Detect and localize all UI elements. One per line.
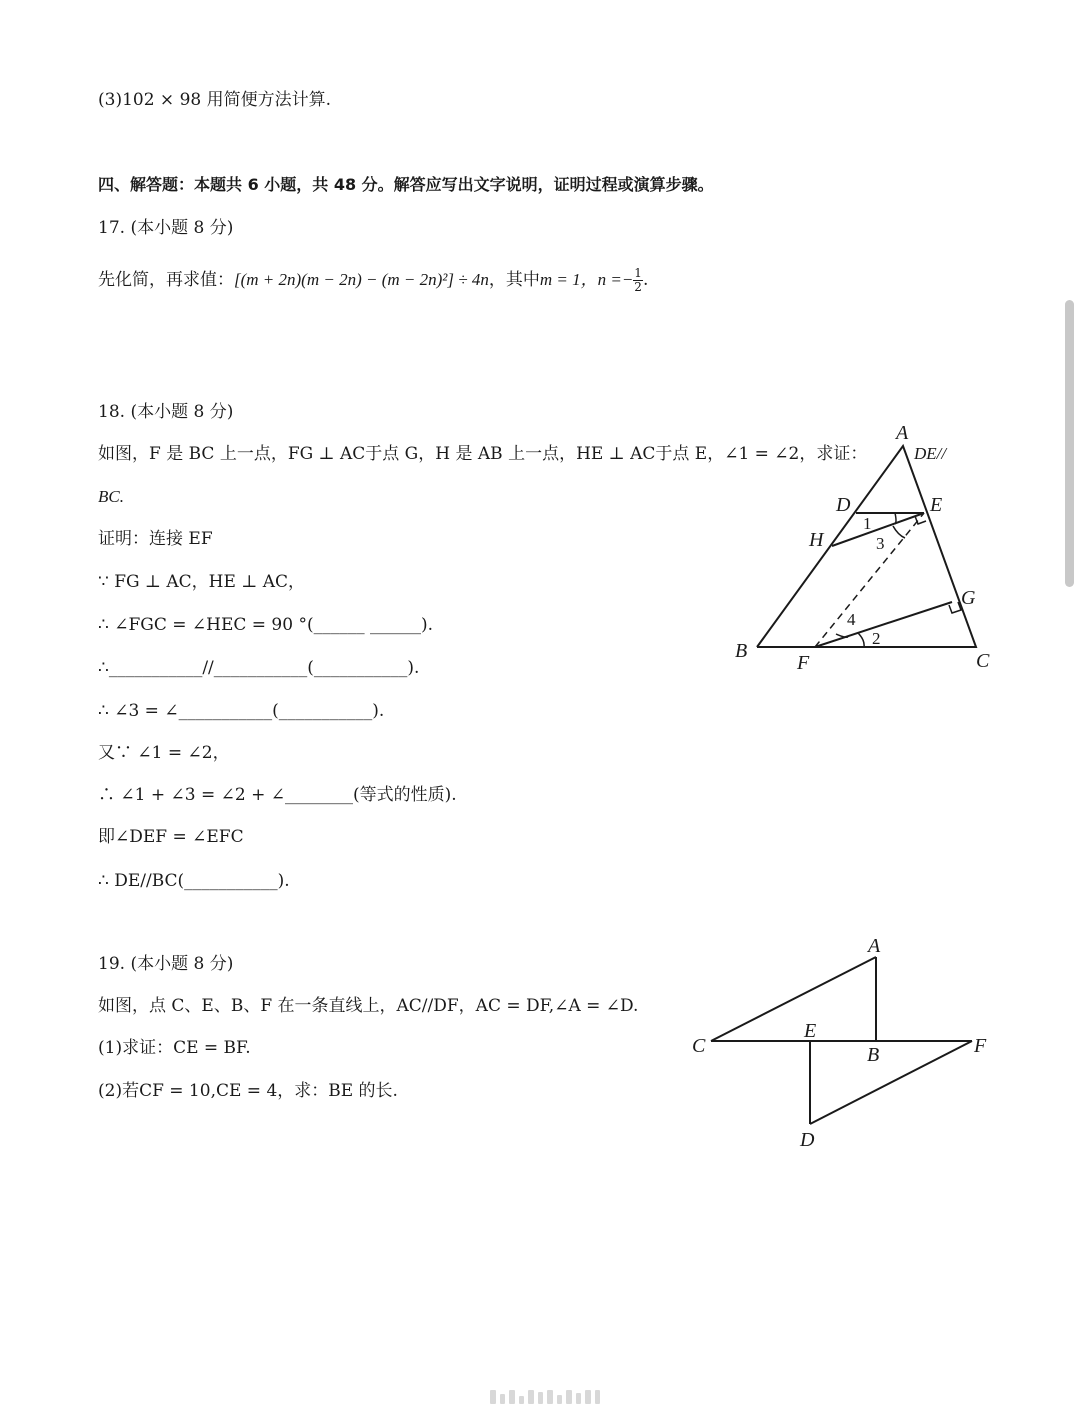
angle-label-3: 3: [876, 534, 885, 553]
segment-ac: [711, 957, 876, 1041]
q19-figure: [685, 930, 1005, 1155]
q17-header: 17. (本小题 8 分): [98, 218, 234, 238]
q17-fraction: [633, 267, 643, 294]
proof-line: ∴ DE//BC(___________).: [98, 871, 290, 891]
label-d: D: [800, 1129, 815, 1151]
q17-expression: [(m + 2n)(m − 2n) − (m − 2n)²] ÷ 4n: [234, 270, 489, 289]
label-f: F: [797, 652, 810, 674]
q19-statement: 如图，点 C、E、B、F 在一条直线上，AC//DF，AC = DF,∠A = ∠D.: [98, 996, 639, 1016]
angle-arc-1: [895, 513, 896, 524]
proof-line: 又∵ ∠1 = ∠2，: [98, 743, 230, 763]
q18-figure: [720, 415, 1020, 685]
label-g: G: [961, 587, 976, 609]
angle-label-1: 1: [863, 514, 872, 533]
q17-cond-prefix: ，其中: [488, 270, 540, 290]
label-f: F: [974, 1035, 987, 1057]
label-e: E: [930, 494, 943, 516]
label-a: A: [896, 422, 909, 444]
angle-label-4: 4: [847, 610, 856, 629]
angle-label-2: 2: [872, 629, 881, 648]
label-b: B: [867, 1044, 880, 1066]
q18-header: 18. (本小题 8 分): [98, 402, 234, 422]
q18-statement-2: BC.: [98, 487, 124, 506]
proof-line: ∴ ∠1 + ∠3 = ∠2 + ∠________(等式的性质).: [98, 785, 457, 805]
label-c: C: [976, 650, 990, 672]
label-b: B: [735, 640, 748, 662]
label-h: H: [809, 529, 824, 551]
proof-line: 即∠DEF = ∠EFC: [98, 827, 244, 847]
label-e: E: [804, 1020, 817, 1042]
q19-part2: (2)若CF = 10,CE = 4，求：BE 的长.: [98, 1081, 398, 1101]
angle-arc-4: [836, 634, 848, 637]
angle-arc-2: [858, 633, 864, 647]
triangle-abc: [757, 446, 976, 647]
right-angle-g: [949, 602, 961, 613]
segment-fg: [815, 602, 952, 647]
q18-statement-tail: DE//: [914, 444, 947, 463]
fraction-denominator: 2: [634, 280, 642, 294]
segment-df: [810, 1041, 972, 1124]
label-a: A: [868, 935, 881, 957]
proof-line: ∵ FG ⊥ AC，HE ⊥ AC，: [98, 572, 305, 592]
q16-part3: (3)102 × 98 用简便方法计算.: [98, 90, 332, 110]
vertical-scrollbar[interactable]: [1065, 300, 1074, 587]
label-d: D: [836, 494, 851, 516]
watermark-logo: [490, 1388, 600, 1404]
q17-condition: m = 1，n =−: [539, 270, 634, 289]
q18-statement-text: 如图，F 是 BC 上一点，FG ⊥ AC于点 G，H 是 AB 上一点，HE ⊥ AC于点 E，∠1 = ∠2，求证：: [98, 444, 868, 464]
q17-prefix: 先化简，再求值：: [98, 270, 234, 290]
proof-line: ∴ ∠3 = ∠___________(___________).: [98, 701, 385, 721]
proof-line: 证明：连接 EF: [98, 529, 213, 549]
q17-statement: [98, 267, 648, 294]
q19-header: 19. (本小题 8 分): [98, 954, 234, 974]
section-title: 四、解答题：本题共 6 小题，共 48 分。解答应写出文字说明，证明过程或演算步骤。: [98, 175, 714, 194]
q17-end: .: [642, 270, 649, 290]
label-c: C: [692, 1035, 706, 1057]
fraction-numerator: 1: [634, 266, 642, 280]
q19-part1: (1)求证：CE = BF.: [98, 1038, 251, 1058]
proof-line: ∴ ∠FGC = ∠HEC = 90 °(______ ______).: [98, 615, 434, 635]
angle-arc-3: [893, 526, 905, 538]
proof-line: ∴___________//___________(___________).: [98, 658, 420, 678]
